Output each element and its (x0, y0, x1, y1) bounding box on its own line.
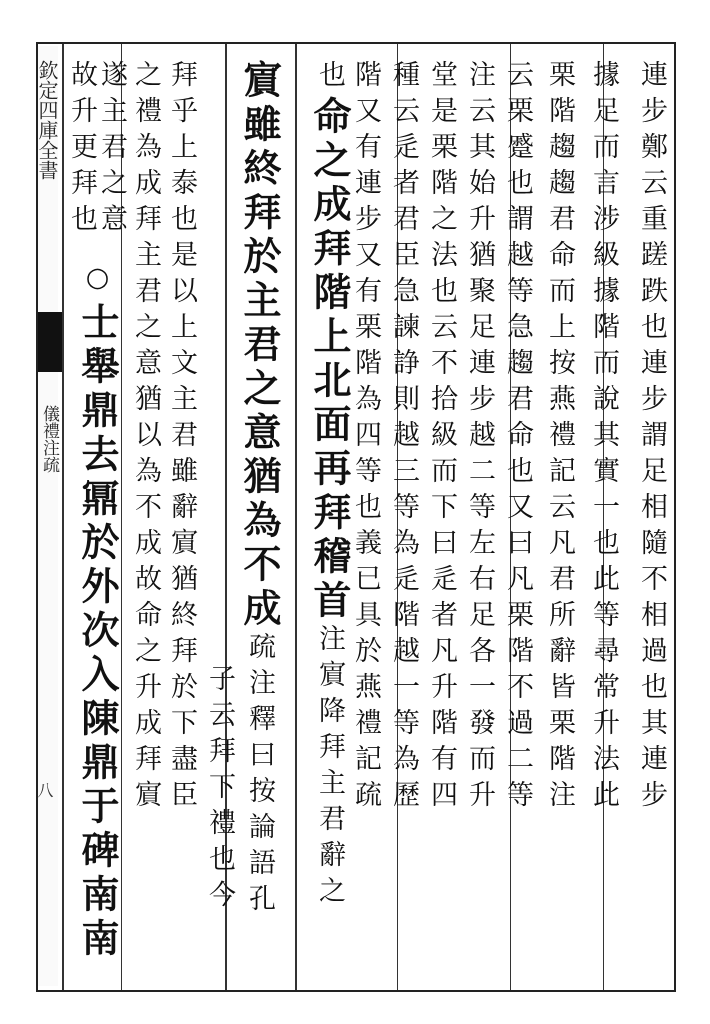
text-column-4: 云栗蹙也謂越等急趨君命也又曰凡栗階不過二等 (502, 60, 533, 816)
column-9-main: 命之成拜階上北面再拜稽首 (307, 96, 352, 624)
text-column-7: 種云辵者君臣急諫諍則越三等為辵階越一等為歷 (388, 60, 419, 816)
text-column-10 (232, 60, 287, 980)
page-mark: 八 (35, 782, 54, 798)
text-column-13: 之禮為成拜主君之意猶以為不成故命之升成拜賔 (130, 60, 161, 816)
book-title: 儀禮注疏 (39, 405, 59, 473)
text-column-3: 栗階趨趨君命而上按燕禮記云凡君所辭皆栗階注 (544, 60, 575, 816)
text-column-6: 堂是栗階之法也云不拾級而下曰辵者凡升階有四 (426, 60, 457, 816)
column-16-lead: ○ (82, 262, 113, 302)
text-column-15: 故升更拜也 (66, 60, 97, 240)
column-9-note: 注賔降拜主君辭之 (314, 624, 345, 912)
bottom-border (36, 990, 676, 992)
column-16-main: 士舉鼎去鼏於外次入陳鼎于碑南南 (75, 302, 120, 962)
text-column-1: 連步鄭云重蹉跌也連步謂足相隨不相過也其連步 (636, 60, 667, 816)
text-column-9 (302, 60, 357, 980)
column-rule (295, 44, 297, 990)
text-column-2: 據足而言涉級據階而說其實一也此等尋常升法此 (588, 60, 619, 816)
text-column-5: 注云其始升猶聚足連步越二等左右足各一發而升 (464, 60, 495, 816)
column-10-main: 賔雖終拜於主君之意猶為不成 (237, 60, 282, 632)
text-column-16 (70, 262, 125, 982)
text-column-8: 階又有連步又有栗階為四等也義已具於燕禮記疏 (350, 60, 381, 816)
column-10-note: 疏注釋曰按論語孔 (244, 632, 275, 920)
gutter-header-text: 欽定四庫全書 (35, 60, 59, 180)
column-9-lead: 也 (314, 60, 345, 96)
text-column-12: 拜乎上泰也是以上文主君雖辭賔猶終拜於下盡臣 (166, 60, 197, 816)
text-column-11: 子云拜下禮也今 (204, 664, 235, 916)
text-column-14: 遂主君之意 (96, 60, 127, 240)
top-border (36, 42, 676, 44)
